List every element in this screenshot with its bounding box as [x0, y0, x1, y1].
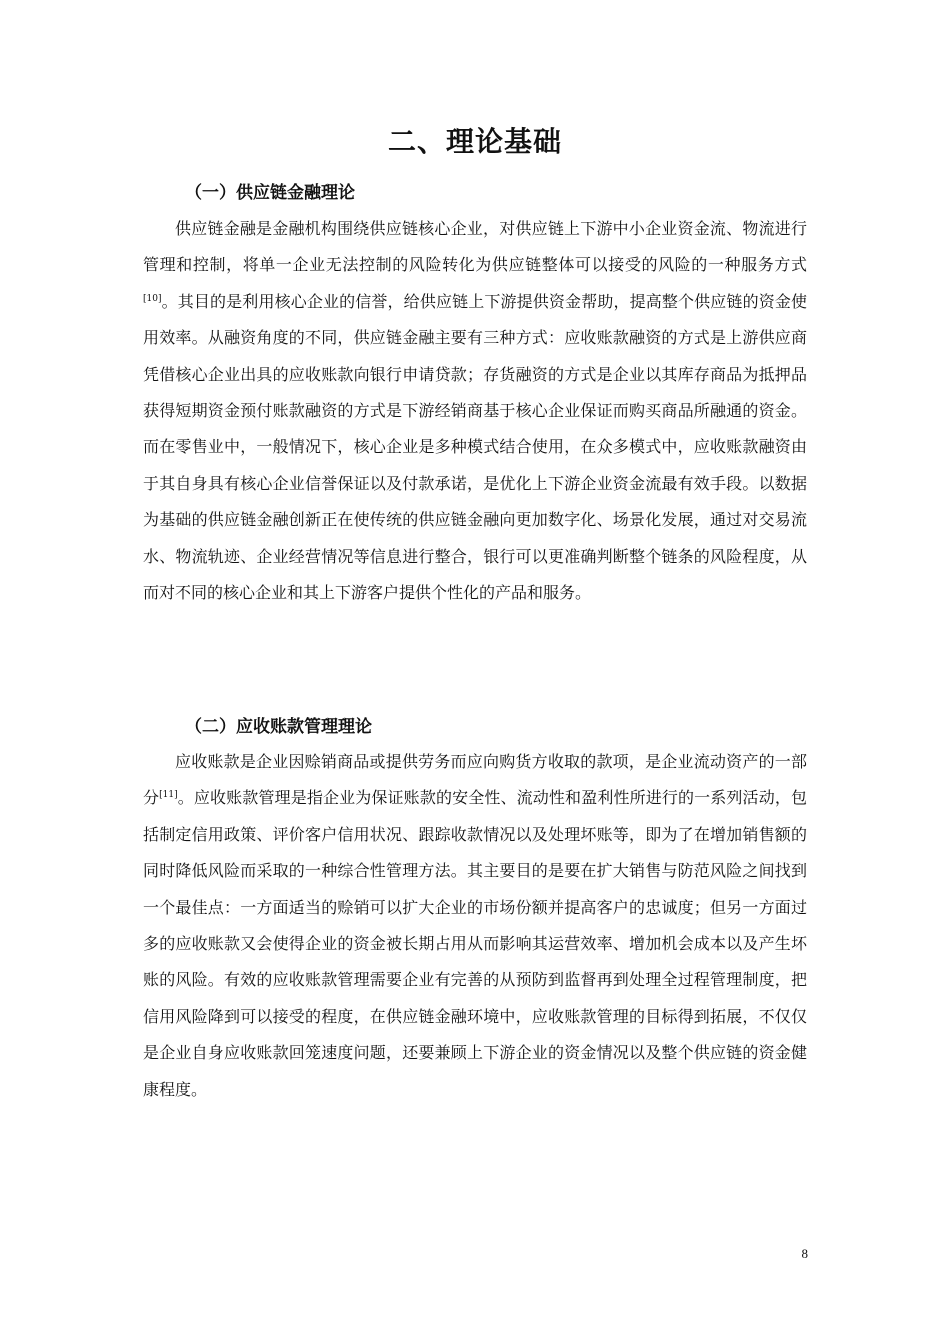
- paragraph-text: 。应收账款管理是指企业为保证账款的安全性、流动性和盈利性所进行的一系列活动，包括制定信用政策、评价客户信用状况、跟踪收款情况以及处理坏账等，即为了在增加销售额的同时降低风险而采取的一种综合性管理方法。其主要目的是要在扩大销售与防范风险之间找到一个最佳点：一方面适当的赊销可以扩大企业的市场份额并提高客户的忠诚度；但另一方面过多的应收账款又会使得企业的资金被长期占用从而影响其运营效率、增加机会成本以及产生坏账的风险。有效的应收账款管理需要企业有完善的从预防到监督再到处理全过程管理制度，把信用风险降到可以接受的程度，在供应链金融环境中，应收账款管理的目标得到拓展，不仅仅是企业自身应收账款回笼速度问题，还要兼顾上下游企业的资金情况以及整个供应链的资金健康程度。: [143, 788, 807, 1099]
- chapter-title: 二、理论基础: [387, 125, 562, 158]
- section-heading-receivables-management: （二）应收账款管理理论: [185, 717, 372, 737]
- citation-ref: [10]: [143, 293, 162, 304]
- paragraph-text: 供应链金融是金融机构围绕供应链核心企业，对供应链上下游中小企业资金流、物流进行管理和控制，将单一企业无法控制的风险转化为供应链整体可以接受的风险的一种服务方式: [143, 219, 807, 275]
- page-number: 8: [801, 1246, 808, 1261]
- section-paragraph-supply-chain-finance: [143, 211, 807, 611]
- paragraph-text: 应收账款是企业因赊销商品或提供劳务而应向购货方收取的款项，是企业流动资产的一部分: [143, 752, 807, 808]
- paragraph-text: 。其目的是利用核心企业的信誉，给供应链上下游提供资金帮助，提高整个供应链的资金使用效率。从融资角度的不同，供应链金融主要有三种方式：应收账款融资的方式是上游供应商凭借核心企业出具的应收账款向银行申请贷款；存货融资的方式是企业以其库存商品为抵押品获得短期资金预付账款融资的方式是下游经销商基于核心企业保证而购买商品所融通的资金。而在零售业中，一般情况下，核心企业是多种模式结合使用，在众多模式中，应收账款融资由于其自身具有核心企业信誉保证以及付款承诺，是优化上下游企业资金流最有效手段。以数据为基础的供应链金融创新正在使传统的供应链金融向更加数字化、场景化发展，通过对交易流水、物流轨迹、企业经营情况等信息进行整合，银行可以更准确判断整个链条的风险程度，从而对不同的核心企业和其上下游客户提供个性化的产品和服务。: [143, 291, 807, 603]
- section-heading-supply-chain-finance: （一）供应链金融理论: [185, 183, 355, 203]
- citation-ref: [11]: [159, 790, 178, 801]
- section-paragraph-receivables-management: [143, 744, 807, 1108]
